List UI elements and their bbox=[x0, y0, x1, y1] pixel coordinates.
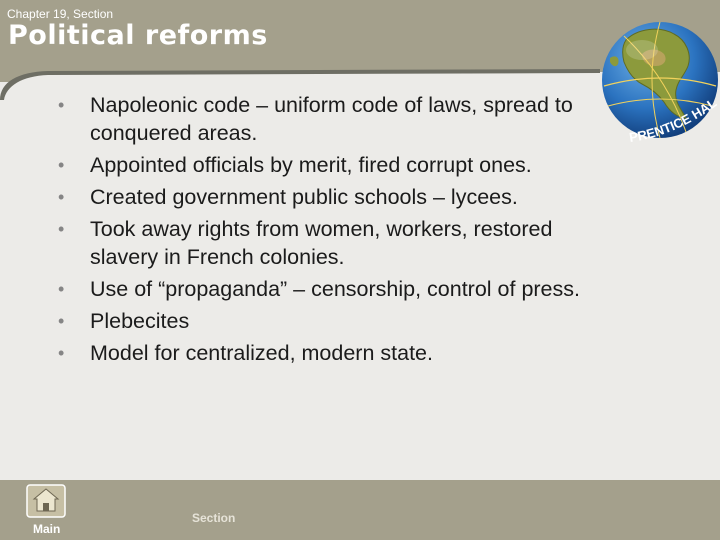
bullet-list bbox=[57, 91, 592, 371]
bullet-item: • Appointed officials by merit, fired corrupt ones. bbox=[58, 153, 532, 177]
bullet-dot: • bbox=[58, 279, 65, 299]
bullet-dot: • bbox=[58, 155, 65, 175]
bullet-item: • Created government public schools – lycees. bbox=[58, 185, 518, 209]
bullet-item: • Took away rights from women, workers, restored slavery in French colonies. bbox=[58, 217, 553, 269]
slide-title: Political reforms bbox=[8, 20, 268, 51]
bullet-dot: • bbox=[58, 187, 65, 207]
bullet-dot: • bbox=[58, 219, 65, 239]
bullet-item: • Model for centralized, modern state. bbox=[58, 341, 433, 365]
chapter-label: Chapter 19, Section bbox=[7, 7, 114, 21]
publisher-logo-text: PRENTICE HAL bbox=[628, 95, 720, 146]
bullet-item: • Plebecites bbox=[58, 309, 190, 333]
bullet-dot: • bbox=[58, 95, 65, 115]
prentice-hall-logo bbox=[590, 14, 720, 164]
section-button[interactable]: Section bbox=[192, 511, 236, 525]
globe-icon bbox=[590, 14, 720, 164]
footer-band bbox=[0, 480, 720, 540]
bullet-dot: • bbox=[58, 311, 65, 331]
bullet-item: • Napoleonic code – uniform code of laws, spread to conquered areas. bbox=[58, 93, 573, 145]
main-label[interactable]: Main bbox=[33, 522, 61, 536]
house-icon bbox=[26, 484, 66, 518]
main-menu-button[interactable] bbox=[26, 484, 66, 518]
bullet-dot: • bbox=[58, 343, 65, 363]
bullet-item: • Use of “propaganda” – censorship, control of press. bbox=[58, 277, 580, 301]
